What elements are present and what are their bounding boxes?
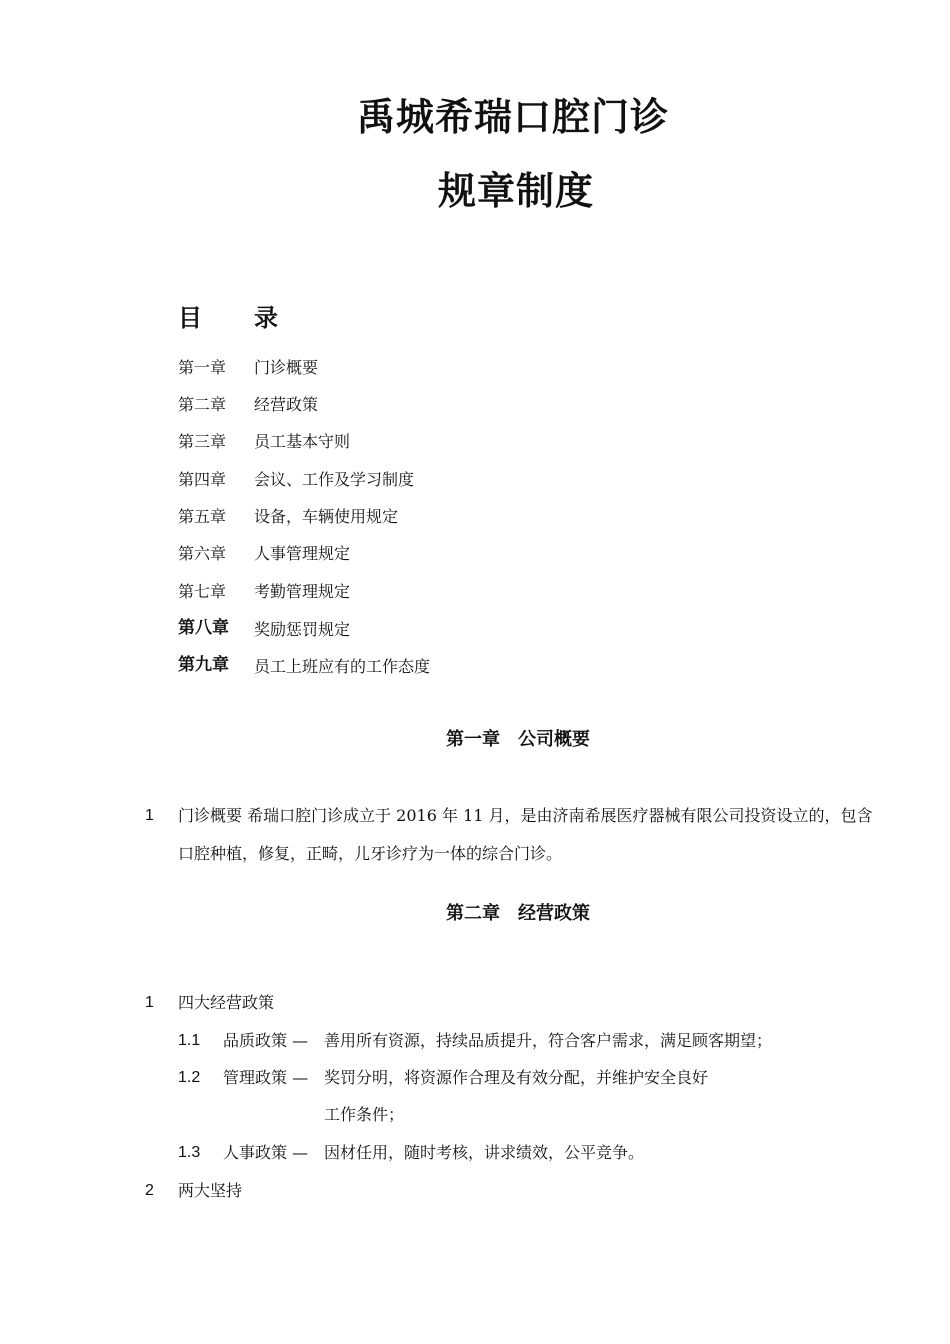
document-title-line2: 规章制度 [438,169,595,213]
toc-item-chapter: 第二章 [178,395,227,414]
toc-item-name: 员工上班应有的工作态度 [254,657,431,676]
toc-item-name: 考勤管理规定 [254,582,351,601]
toc-item-chapter: 第八章 [178,618,229,638]
policy-number: 1.2 [178,1069,201,1086]
policy-text: 奖罚分明，将资源作合理及有效分配，并维护安全良好 [324,1068,709,1087]
toc-item-chapter: 第五章 [178,507,227,526]
chapter1-paragraph-line1: 门诊概要 希瑞口腔门诊成立于 2016 年 11 月，是由济南希展医疗器械有限公司投资设立的，包含 [178,806,873,825]
policy-text: 因材任用，随时考核，讲求绩效，公平竞争。 [324,1143,645,1162]
toc-item-name: 人事管理规定 [254,544,351,563]
chapter2-item2-text: 两大坚持 [178,1181,243,1200]
toc-item-chapter: 第七章 [178,582,227,601]
toc-item-chapter: 第三章 [178,432,227,451]
chapter2-item2-number: 2 [145,1182,154,1199]
toc-item-name: 设备，车辆使用规定 [254,507,399,526]
toc-item-name: 会议、工作及学习制度 [254,470,415,489]
toc-item-chapter: 第一章 [178,358,227,377]
toc-item-name: 经营政策 [254,395,319,414]
policy-text: 善用所有资源，持续品质提升，符合客户需求，满足顾客期望； [324,1031,773,1050]
policy-label: 管理政策 — [223,1068,309,1087]
toc-item-chapter: 第九章 [178,655,229,675]
policy-number: 1.1 [178,1032,201,1049]
chapter1-heading: 第一章 公司概要 [446,729,590,750]
toc-heading-left: 目 [178,304,202,332]
policy-label: 人事政策 — [223,1143,309,1162]
chapter2-heading: 第二章 经营政策 [446,903,590,924]
policy-number: 1.3 [178,1144,201,1161]
chapter1-paragraph-line2: 口腔种植，修复，正畸，儿牙诊疗为一体的综合门诊。 [178,844,563,863]
toc-item-name: 员工基本守则 [254,432,351,451]
chapter2-item1-number: 1 [145,994,154,1011]
toc-item-name: 门诊概要 [254,358,319,377]
toc-heading-right: 录 [254,304,278,332]
policy-text-continued: 工作条件； [324,1105,405,1124]
toc-item-chapter: 第六章 [178,544,227,563]
toc-item-name: 奖励惩罚规定 [254,620,351,639]
toc-item-chapter: 第四章 [178,470,227,489]
chapter1-item-number: 1 [145,807,154,824]
policy-label: 品质政策 — [223,1031,309,1050]
chapter2-item1-text: 四大经营政策 [178,993,275,1012]
document-title-line1: 禹城希瑞口腔门诊 [357,95,670,139]
